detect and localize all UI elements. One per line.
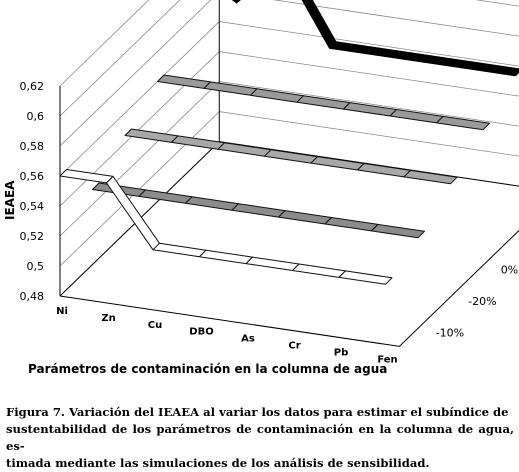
ribbon-segment <box>190 0 243 3</box>
y-tick-label: 0,58 <box>19 140 44 153</box>
category-label: Cu <box>147 319 163 331</box>
y-tick-label: 0,52 <box>19 230 44 243</box>
category-label: Pb <box>333 347 349 359</box>
ribbon-segment <box>339 271 392 284</box>
ribbon-segment <box>279 211 332 224</box>
y-tick-label: 0,6 <box>26 110 44 123</box>
ribbon-segment <box>251 89 304 102</box>
category-label: Zn <box>101 312 116 324</box>
ribbon-segment <box>390 110 443 123</box>
y-tick-label: 0,62 <box>19 80 44 93</box>
ribbon-segment <box>372 224 425 237</box>
ribbon-segment <box>60 170 113 183</box>
ribbon-segment <box>297 96 350 109</box>
category-label: Cr <box>288 340 301 352</box>
category-label: Fen <box>377 354 398 366</box>
x-axis-title: Parámetros de contaminación en la columna de agua <box>28 362 388 376</box>
figure-caption <box>6 404 514 472</box>
y-tick-label: 0,56 <box>19 170 44 183</box>
series-ribbon <box>158 75 490 130</box>
y-axis-title: IEAEA <box>3 180 17 220</box>
ribbon-segment <box>158 75 211 88</box>
ribbon-segment <box>172 136 225 149</box>
series-label: -20% <box>468 295 497 309</box>
caption-line-3: timada mediante las simulaciones de los análisis de sensibilidad. <box>6 456 430 470</box>
ribbon-segment <box>311 157 364 170</box>
ribbon-segment <box>153 243 206 256</box>
caption-line-1: Figura 7. Variación del IEAEA al variar los datos para estimar el subíndice de <box>6 405 509 419</box>
category-label: As <box>241 333 255 345</box>
y-tick-label: 0,54 <box>19 200 44 213</box>
series-axis-labels <box>436 201 519 340</box>
series-ribbon <box>125 129 457 184</box>
ribbon-segment <box>200 250 253 263</box>
category-label: Ni <box>56 306 68 317</box>
ribbon-segment <box>469 62 519 75</box>
ribbon-segment <box>125 129 178 142</box>
ribbon-segment <box>423 56 476 69</box>
gridline <box>60 0 519 86</box>
category-label: DBO <box>189 326 214 338</box>
ribbon-segment <box>139 190 192 203</box>
ribbon-segment <box>437 116 490 129</box>
category-labels <box>56 306 398 365</box>
series-label: -10% <box>435 326 465 340</box>
ribbon-segment <box>358 164 411 177</box>
ribbon-segment <box>218 143 271 156</box>
ribbon-segment <box>232 204 285 217</box>
y-tick-label: 0,48 <box>19 290 44 303</box>
ribbon-segment <box>404 170 457 183</box>
ribbon-segment <box>330 42 383 55</box>
ribbon-segment <box>237 0 290 3</box>
y-tick-labels <box>20 80 45 303</box>
ribbon-segment <box>344 103 397 116</box>
chart-walls <box>60 0 519 346</box>
ribbon-segment <box>204 82 257 95</box>
ribbon-segment <box>246 257 299 270</box>
series-label: 0% <box>500 263 519 277</box>
y-tick-label: 0,5 <box>26 260 44 273</box>
ribbon-segment <box>293 264 346 277</box>
ribbon-segment <box>376 49 429 62</box>
ribbon-segment <box>283 0 336 48</box>
caption-line-2: sustentabilidad de los parámetros de contaminación en la columna de agua, es- <box>6 422 514 453</box>
ribbon-segment <box>186 197 239 210</box>
series-ribbons <box>60 0 519 284</box>
ribbon-segment <box>325 218 378 231</box>
ribbon-segment <box>265 150 318 163</box>
